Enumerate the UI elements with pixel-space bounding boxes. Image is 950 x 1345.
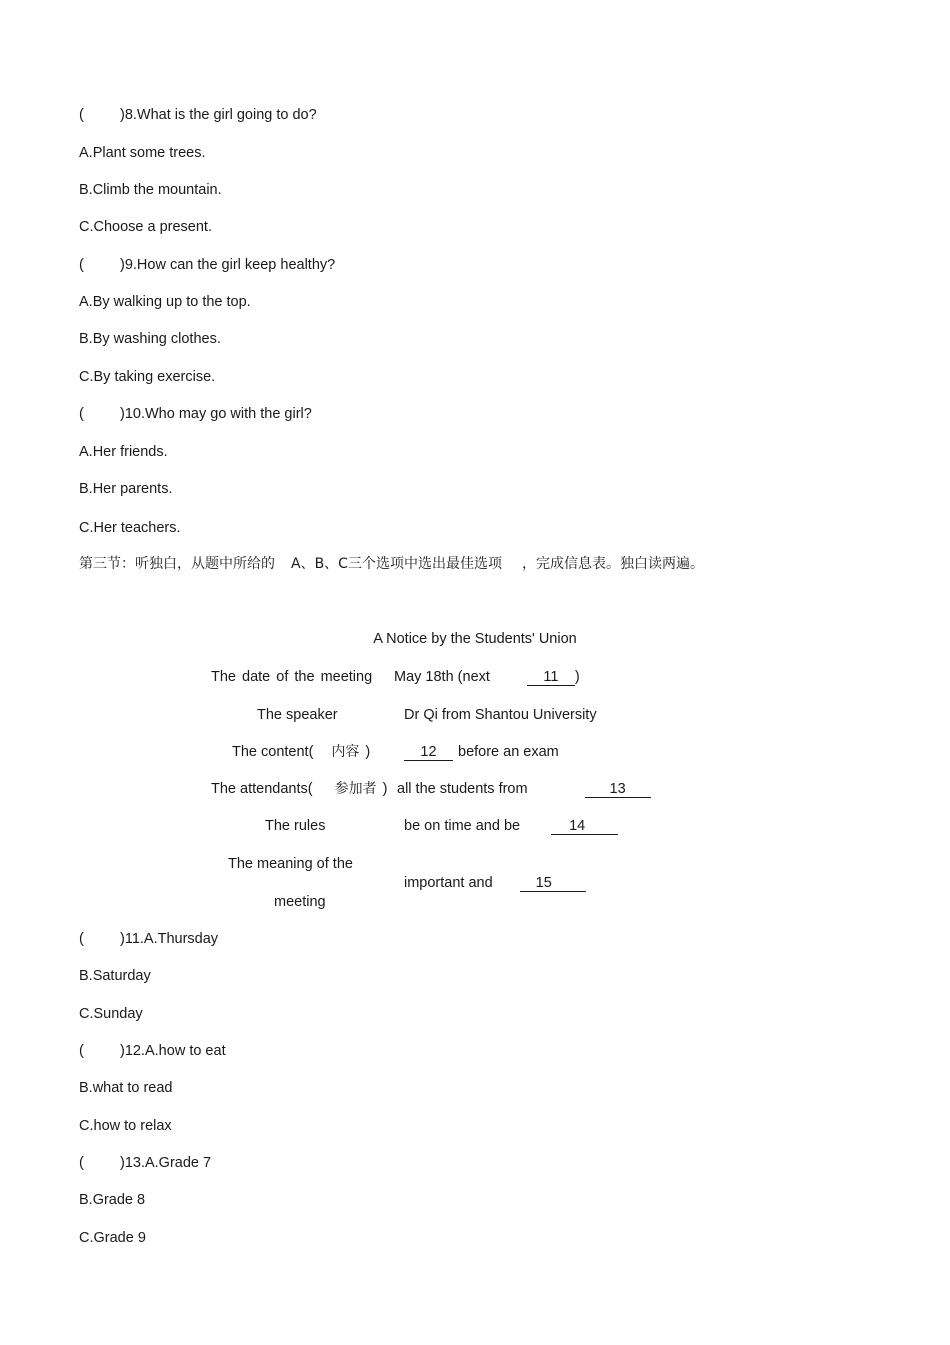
rules-value-text: be on time and be [404,818,521,834]
question-13-stem [79,1154,211,1172]
answer-bracket: ( [79,406,84,422]
q11-option-c: C.Sunday [79,1006,143,1022]
blank-13: 13 [585,782,651,798]
q11-option-b: B.Saturday [79,968,151,984]
question-9-stem [79,256,335,274]
notice-value-attendants [397,780,651,798]
blank-15-number: 15 [535,875,552,891]
q9-option-b: B.By washing clothes. [79,331,221,347]
content-label-close: ) [365,744,371,760]
q8-option-a: A.Plant some trees. [79,145,206,161]
content-label-en: The content( [232,744,314,760]
q12-option-b: B.what to read [79,1080,173,1096]
q9-option-c: C.By taking exercise. [79,369,216,385]
instruction-text-2: A、B、C三个选项中选出最佳选项 [291,556,502,572]
content-value-text: before an exam [458,744,559,760]
blank-12: 12 [404,745,453,761]
answer-bracket: ( [79,107,84,123]
question-10-stem [79,405,312,423]
question-12-stem [79,1042,226,1060]
notice-value-content [404,743,559,761]
notice-value-meaning [404,874,586,892]
notice-label-rules: The rules [265,818,326,834]
q10-option-c: C.Her teachers. [79,520,181,536]
blank-14-number: 14 [569,818,586,834]
q12-option-c: C.how to relax [79,1118,172,1134]
meaning-value-text: important and [404,875,493,891]
q8-option-c: C.Choose a present. [79,219,212,235]
notice-value-rules [404,817,618,835]
answer-bracket: ( [79,1155,84,1171]
question-8-stem [79,106,317,124]
date-suffix: ) [574,669,580,685]
notice-label-content [232,743,370,761]
q13-option-c: C.Grade 9 [79,1230,146,1246]
notice-value-speaker: Dr Qi from Shantou University [404,707,597,723]
question-11-stem [79,930,218,948]
q10-option-a: A.Her friends. [79,444,168,460]
notice-title: A Notice by the Students' Union [373,631,577,647]
question-text: )9.How can the girl keep healthy? [120,257,336,273]
notice-label-attendants [211,780,387,798]
question-text: )8.What is the girl going to do? [120,107,317,123]
notice-label-speaker: The speaker [257,707,338,723]
blank-11: 11 [527,670,575,686]
question-text: )12.A.how to eat [120,1043,226,1059]
date-value-text: May 18th (next [394,669,490,685]
q13-option-b: B.Grade 8 [79,1192,146,1208]
q8-option-b: B.Climb the mountain. [79,182,222,198]
attendants-value-text: all the students from [397,781,528,797]
blank-15 [520,876,586,892]
answer-bracket: ( [79,931,84,947]
notice-label-meaning-line2: meeting [274,894,326,910]
notice-value-date [394,668,580,686]
question-text: )13.A.Grade 7 [120,1155,212,1171]
content-label-cjk: 内容 [331,744,360,760]
q10-option-b: B.Her parents. [79,481,173,497]
instruction-text-3: ，完成信息表。独白读两遍。 [521,556,704,572]
notice-label-meaning-line1: The meaning of the [228,856,353,872]
attendants-label-en: The attendants( [211,781,313,797]
answer-bracket: ( [79,257,84,273]
instruction-text-1: 第三节：听独白，从题中所给的 [79,556,275,572]
answer-bracket: ( [79,1043,84,1059]
section3-instruction [79,555,704,573]
question-text: )11.A.Thursday [120,931,219,947]
attendants-label-cjk: 参加者 [334,781,377,797]
blank-14 [551,819,618,835]
q9-option-a: A.By walking up to the top. [79,294,251,310]
notice-label-date: The date of the meeting [211,669,373,685]
question-text: )10.Who may go with the girl? [120,406,312,422]
attendants-label-close: ) [382,781,388,797]
